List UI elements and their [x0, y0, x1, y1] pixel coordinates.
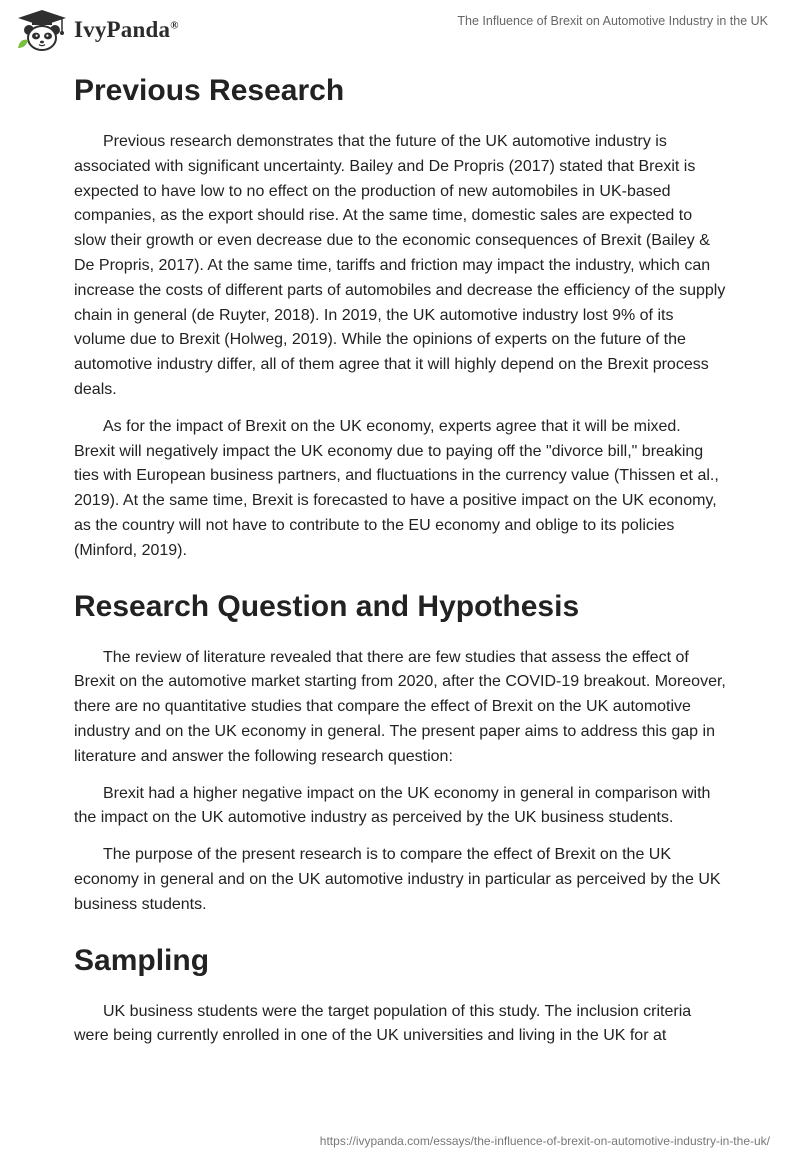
paragraph: The purpose of the present research is to compare the effect of Brexit on the UK economy in general and on the UK automotive industry in particular as perceived by the UK business students. — [74, 846, 721, 913]
panda-graduate-icon — [14, 8, 70, 52]
logo-wordmark: IvyPanda® — [74, 17, 179, 42]
running-title: The Influence of Brexit on Automotive Industry in the UK — [457, 14, 768, 28]
essay-content — [74, 72, 726, 1061]
source-url-link[interactable]: https://ivypanda.com/essays/the-influence-of-brexit-on-automotive-industry-in-the-uk/ — [319, 1134, 770, 1148]
ivypanda-logo[interactable] — [14, 8, 179, 52]
paragraph: The review of literature revealed that there are few studies that assess the effect of Brexit on the automotive market starting from 2020, after the COVID-19 breakout. Moreover, there are no quantitative studies that compare the effect of Brexit on the UK automotive industry and on the UK economy in general. The present paper aims to address this gap in literature and answer the following research question: — [74, 648, 726, 765]
heading-previous-research: Previous Research — [74, 74, 345, 107]
paragraph: Previous research demonstrates that the future of the UK automotive industry is associated with significant uncertainty. Bailey and De Propris (2017) stated that Brexit is expected to have low to no effect on the production of new automobiles in UK-based companies, as the export should rise. At the same time, domestic sales are expected to slow their growth or even decrease due to the economic consequences of Brexit (Bailey & De Propris, 2017). At the same time, tariffs and friction may impact the industry, which can increase the costs of different parts of automobiles and decrease the efficiency of the supply chain in general (de Ruyter, 2018). In 2019, the UK automotive industry lost 9% of its volume due to Brexit (Holweg, 2019). While the opinions of experts on the future of the automotive industry differ, all of them agree that it will highly depend on the Brexit process deals. — [74, 133, 726, 398]
page-header — [0, 0, 800, 60]
heading-sampling: Sampling — [74, 943, 210, 977]
paragraph: As for the impact of Brexit on the UK economy, experts agree that it will be mixed. Brexit will negatively impact the UK economy due to paying off the "divorce bill," breaking ties with European business partners, and fluctuations in the currency value (Thissen et al., 2019). At the same time, Brexit is forecasted to have a positive impact on the UK economy, as the country will not have to contribute to the EU economy and oblige to its policies (Minford, 2019). — [74, 417, 719, 559]
heading-research-question: Research Question and Hypothesis — [74, 589, 580, 623]
paragraph: UK business students were the target population of this study. The inclusion criteria were being currently enrolled in one of the UK universities and living in the UK for at — [74, 1002, 692, 1045]
paragraph: Brexit had a higher negative impact on the UK economy in general in comparison with the impact on the UK automotive industry as perceived by the UK business students. — [74, 784, 711, 827]
